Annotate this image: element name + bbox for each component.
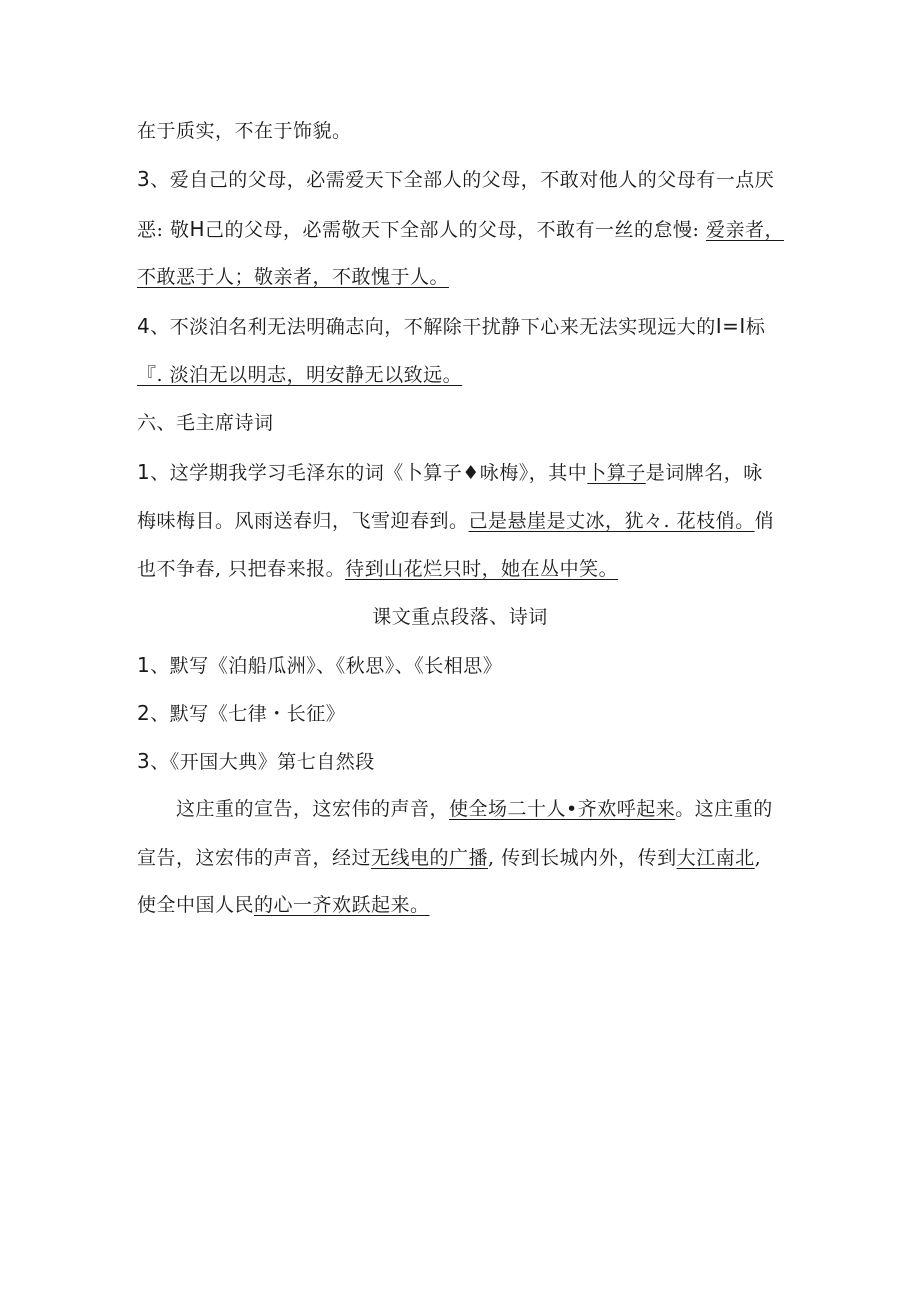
line-text: , bbox=[754, 847, 762, 869]
underlined-text: 不敢恶于人；敬亲者，不敢愧于人。 bbox=[137, 266, 450, 288]
line-text: 标 bbox=[745, 316, 766, 338]
line-text: 恶: 敬 bbox=[137, 219, 190, 241]
underlined-text: 使全场二十人•齐欢呼起来 bbox=[449, 798, 676, 820]
section-heading bbox=[137, 410, 274, 436]
text-line-3 bbox=[137, 216, 784, 243]
text-line-17 bbox=[137, 892, 430, 918]
underlined-text: 大江南北 bbox=[676, 847, 755, 869]
text-line-4 bbox=[137, 264, 449, 290]
item-number: 2 bbox=[137, 701, 151, 725]
line-text: 、爱自己的父母，必需爱天下全部人的父母，不敢对他人的父母有一点厌 bbox=[150, 169, 775, 191]
text-line-9 bbox=[137, 508, 774, 534]
underlined-text: 待到山花烂只时，她在丛中笑。 bbox=[345, 558, 619, 580]
line-text: 六、毛主席诗词 bbox=[137, 412, 274, 434]
text-line-6 bbox=[137, 362, 462, 388]
line-text: 这庄重的宣告，这宏伟的声音， bbox=[176, 798, 450, 820]
underlined-text: 『. 淡泊无以明志，明安静无以致远。 bbox=[137, 364, 463, 386]
text-line-10 bbox=[137, 556, 618, 582]
centered-heading bbox=[0, 604, 920, 630]
line-text: 使全中国人民 bbox=[137, 894, 255, 916]
line-text: 己的父母，必需敬天下全部人的父母，不敢有一丝的怠慢: bbox=[205, 219, 706, 241]
line-text: 在于质实，不在于饰貌。 bbox=[137, 120, 352, 142]
line-text: 俏 bbox=[754, 510, 775, 532]
text-line-15 bbox=[176, 796, 773, 822]
text-line-2 bbox=[137, 166, 774, 193]
line-text: , 传到长城内外，传到 bbox=[488, 847, 677, 869]
item-number: 4 bbox=[137, 314, 151, 338]
line-text: 也不争春, 只把春来报。 bbox=[137, 558, 346, 580]
glyph-h: H bbox=[189, 217, 205, 241]
line-text: 是词牌名，咏 bbox=[645, 462, 763, 484]
underlined-text: 卜算子 bbox=[587, 462, 646, 484]
line-text: 。这庄重的 bbox=[675, 798, 773, 820]
item-number: 3 bbox=[137, 749, 151, 773]
underlined-text: 无线电的广播 bbox=[371, 847, 489, 869]
text-line-1 bbox=[137, 118, 352, 144]
line-text: 、《开国大典》第七自然段 bbox=[150, 751, 375, 773]
item-number: 3 bbox=[137, 167, 151, 191]
item-number: 1 bbox=[137, 653, 151, 677]
text-line-14 bbox=[137, 748, 375, 775]
underlined-text: 的心一齐欢跃起来。 bbox=[254, 894, 430, 916]
text-line-12 bbox=[137, 652, 502, 679]
line-text: 、这学期我学习毛泽东的词《卜算子♦咏梅》，其中 bbox=[150, 462, 588, 484]
underlined-text: 己是悬崖是丈冰，犹々. 花枝俏。 bbox=[468, 510, 755, 532]
line-text: 、默写《泊船瓜洲》、《秋思》、《长相思》 bbox=[150, 655, 503, 677]
line-text: 梅味梅目。风雨送春归，飞雪迎春到。 bbox=[137, 510, 469, 532]
line-text: 、默写《七律・长征》 bbox=[150, 703, 346, 725]
text-line-5 bbox=[137, 313, 765, 340]
item-number: 1 bbox=[137, 460, 151, 484]
text-line-16 bbox=[137, 845, 761, 871]
line-text: 课文重点段落、诗词 bbox=[372, 606, 548, 628]
text-line-13 bbox=[137, 700, 345, 727]
line-text: 宣告，这宏伟的声音，经过 bbox=[137, 847, 372, 869]
underlined-text: 爱亲者， bbox=[705, 219, 784, 241]
text-line-8 bbox=[137, 459, 763, 486]
glyph-marks: I=I bbox=[715, 314, 746, 338]
line-text: 、不淡泊名利无法明确志向，不解除干扰静下心来无法实现远大的 bbox=[150, 316, 716, 338]
